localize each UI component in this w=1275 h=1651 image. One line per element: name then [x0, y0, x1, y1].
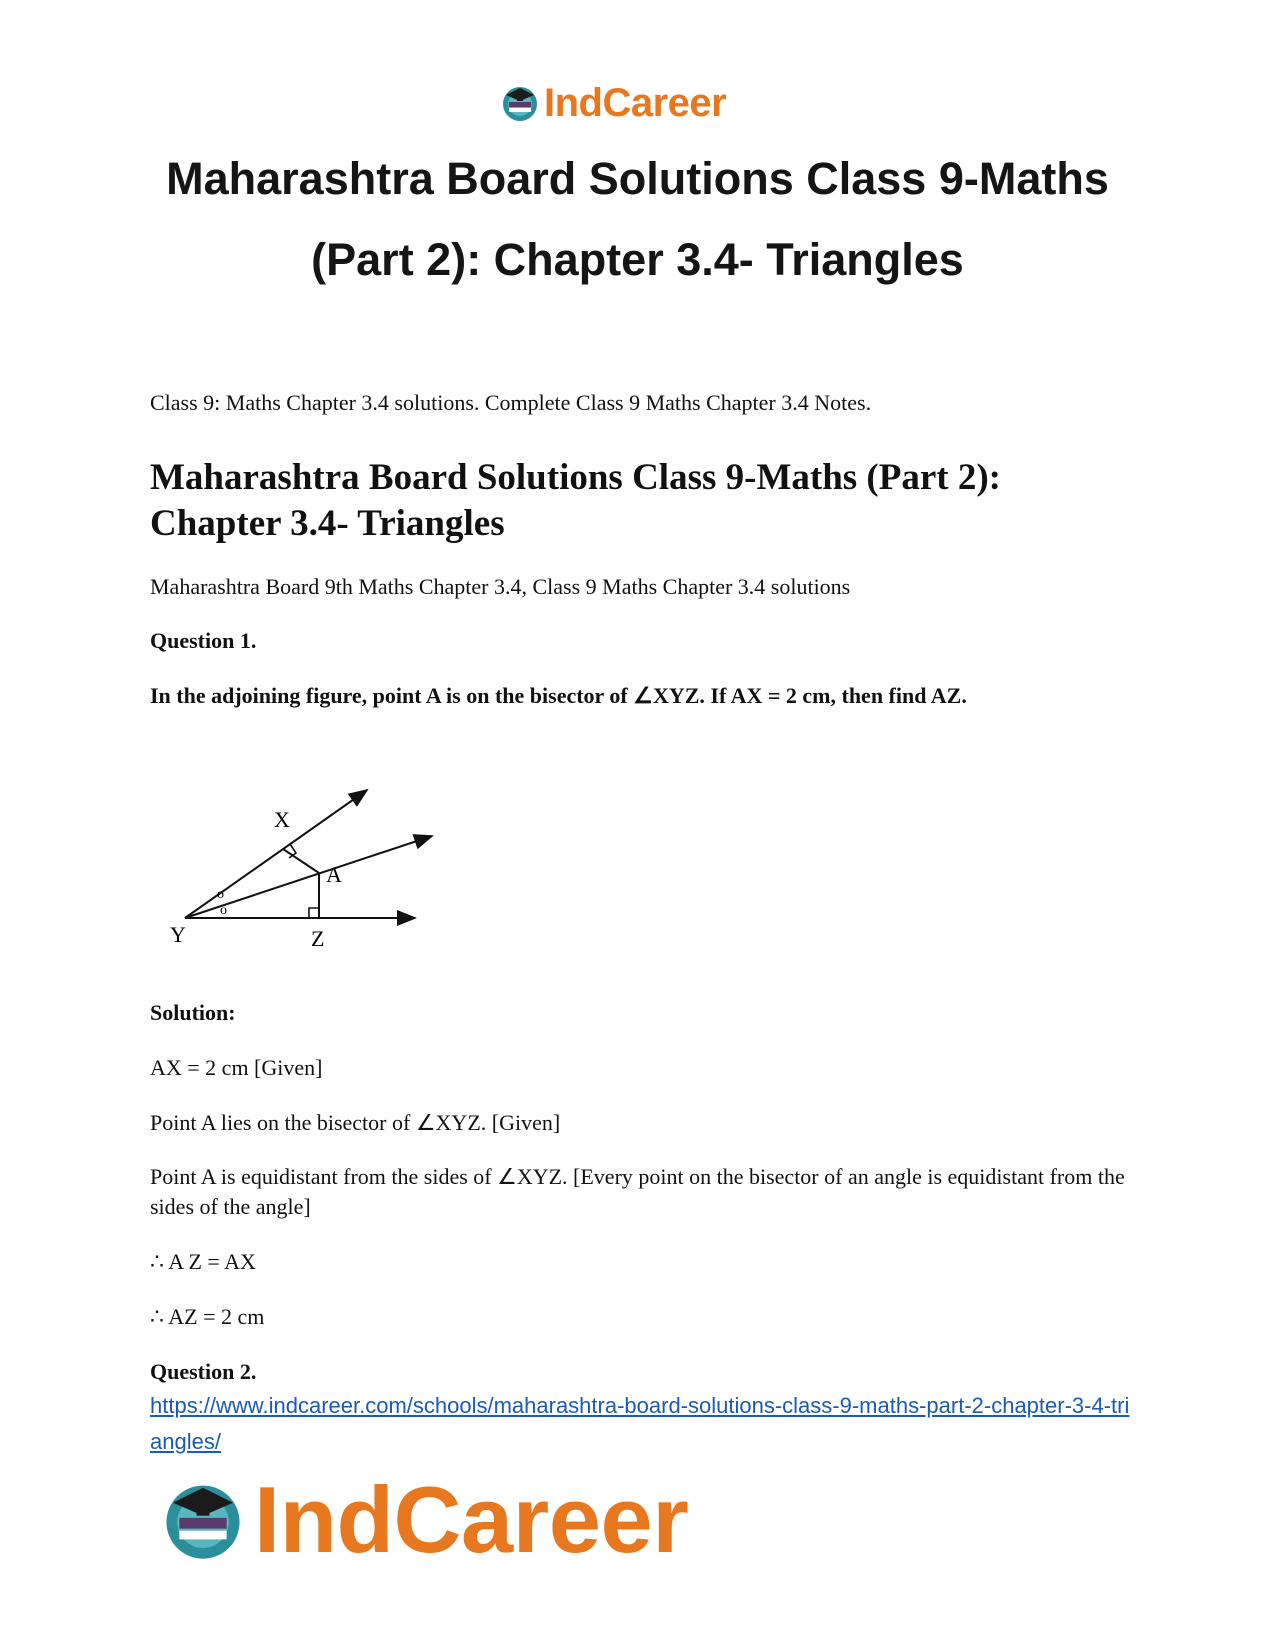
- brand-logo-top: [500, 78, 726, 128]
- graduation-cap-globe-icon: [500, 83, 540, 123]
- label-a: A: [326, 862, 342, 887]
- solution-line-4: ∴ A Z = AX: [150, 1249, 256, 1274]
- sub-paragraph: Maharashtra Board 9th Maths Chapter 3.4, Class 9 Maths Chapter 3.4 solutions: [150, 574, 851, 599]
- question-1-text: In the adjoining figure, point A is on the bisector of ∠XYZ. If AX = 2 cm, then find AZ.: [150, 683, 967, 708]
- right-angle-mark-z: [309, 908, 319, 918]
- brand-logo-bottom: [160, 1467, 689, 1572]
- label-x: X: [274, 807, 290, 832]
- solution-line-1: AX = 2 cm [Given]: [150, 1055, 323, 1080]
- question-2-label: Question 2.: [150, 1359, 257, 1384]
- solution-line-3: Point A is equidistant from the sides of ∠XYZ. [Every point on the bisector of an angle is equidistant from the sides of the angle]: [150, 1164, 1125, 1219]
- page-title-line-1: Maharashtra Board Solutions Class 9-Maths: [166, 153, 1109, 204]
- page-title: [0, 138, 1275, 300]
- brand-wordmark-large: IndCareer: [254, 1467, 689, 1572]
- segment-ax: [283, 849, 319, 873]
- intro-paragraph: Class 9: Maths Chapter 3.4 solutions. Complete Class 9 Maths Chapter 3.4 Notes.: [150, 390, 872, 415]
- label-z: Z: [311, 926, 325, 951]
- section-heading: Maharashtra Board Solutions Class 9-Maths (Part 2): Chapter 3.4- Triangles: [150, 457, 1001, 544]
- page-title-line-2: (Part 2): Chapter 3.4- Triangles: [311, 234, 964, 285]
- angle-mark-upper: o: [217, 887, 224, 902]
- solution-line-5: ∴ AZ = 2 cm: [150, 1304, 265, 1329]
- angle-mark-lower: o: [220, 903, 227, 918]
- graduation-cap-globe-icon-large: [160, 1477, 246, 1563]
- source-link[interactable]: https://www.indcareer.com/schools/maharashtra-board-solutions-class-9-maths-part-2-chapter-3-4-triangles/: [150, 1393, 1130, 1454]
- brand-wordmark: IndCareer: [544, 80, 727, 125]
- label-y: Y: [170, 922, 186, 947]
- angle-bisector-figure: [170, 768, 470, 968]
- solution-label: Solution:: [150, 1000, 236, 1025]
- question-1-label: Question 1.: [150, 628, 257, 653]
- solution-line-2: Point A lies on the bisector of ∠XYZ. [Given]: [150, 1110, 561, 1135]
